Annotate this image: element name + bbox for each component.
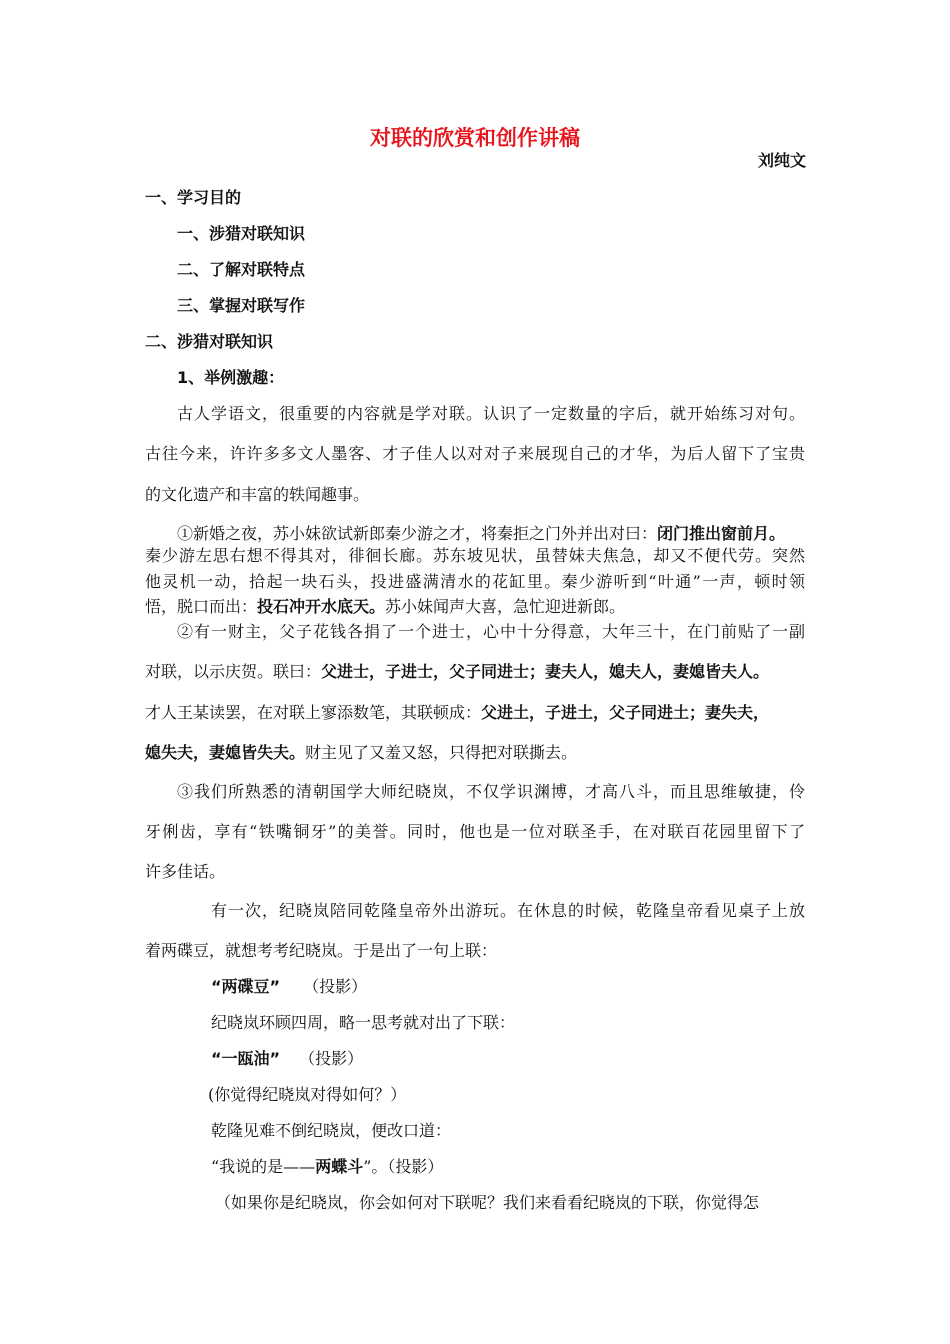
story2-line-4: [145, 742, 577, 764]
story4-line-5: 乾隆见难不倒纪晓岚，便改口道：: [211, 1121, 452, 1140]
quote-prefix: “我说的是——: [211, 1157, 316, 1176]
couplet-original: 父进士，子进士，父子同进士；妻夫人，媳夫人，妻媳皆夫人。: [321, 662, 770, 681]
projection-note: （投影）: [303, 977, 368, 996]
quote-line-1: [211, 976, 367, 998]
couplet-one-pot-oil: “一瓯油”: [211, 1049, 281, 1068]
story2-line-2: [145, 661, 769, 683]
story2-text: 财主见了又羞又怒，只得把对联撕去。: [305, 743, 578, 762]
story1-text: 苏小妹闻声大喜，急忙迎进新郎。: [385, 597, 626, 616]
couplet-two-plates-beans: “两碟豆”: [211, 977, 281, 996]
story4-line-6: （如果你是纪晓岚，你会如何对下联呢？我们来看看纪晓岚的下联，你觉得怎: [215, 1193, 760, 1212]
quote-line-2: [211, 1048, 363, 1070]
story2-line-3: [145, 702, 769, 724]
story3-line-2: 牙俐齿，享有“铁嘴铜牙”的美誉。同时，他也是一位对联圣手，在对联百花园里留下了: [145, 822, 805, 841]
document-title: 对联的欣赏和创作讲稿: [370, 126, 580, 150]
story3-line-3: 许多佳话。: [145, 862, 226, 881]
story1-text: 悟，脱口而出：: [145, 597, 258, 616]
story4-line-1: 有一次，纪晓岚陪同乾隆皇帝外出游玩。在休息的时候，乾隆皇帝看见桌子上放: [211, 901, 805, 920]
story3-line-1: ③我们所熟悉的清朝国学大师纪晓岚，不仅学识渊博，才高八斗，而且思维敏捷，伶: [177, 782, 805, 801]
quote-line-3: [211, 1156, 443, 1178]
story1-line-2: 秦少游左思右想不得其对，徘徊长廊。苏东坡见状，虽替妹夫焦急，却又不便代劳。突然: [145, 546, 805, 565]
goal-item-3: 三、掌握对联写作: [177, 296, 306, 315]
couplet-two-butterflies: 两蝶斗: [315, 1157, 364, 1176]
section-heading-1: 一、学习目的: [145, 188, 242, 207]
story1-line-3: 他灵机一动，拾起一块石头，投进盛满清水的花缸里。秦少游听到“叶通”一声，顿时领: [145, 572, 805, 591]
goal-item-1: 一、涉猎对联知识: [177, 224, 306, 243]
quote-suffix: ”。（投影）: [363, 1157, 444, 1176]
couplet-altered-part2: 媳失夫，妻媳皆失夫。: [145, 743, 306, 762]
couplet-lower-line: 投石冲开水底天。: [257, 597, 386, 616]
section-heading-2: 二、涉猎对联知识: [145, 332, 274, 351]
projection-note: （投影）: [299, 1049, 364, 1068]
story2-text: 对联，以示庆贺。联曰：: [145, 662, 322, 681]
author-name: 刘纯文: [757, 151, 806, 170]
story2-line-1: ②有一财主，父子花钱各捐了一个进士，心中十分得意，大年三十，在门前贴了一副: [177, 622, 805, 641]
story4-line-3: 纪晓岚环顾四周，略一思考就对出了下联：: [211, 1013, 516, 1032]
couplet-altered-part1: 父进土，子进土，父子同进土；妻失夫，: [481, 703, 770, 722]
story2-text: 才人王某读罢，在对联上寥添数笔，其联顿成：: [145, 703, 482, 722]
intro-line-1: 古人学语文，很重要的内容就是学对联。认识了一定数量的字后，就开始练习对句。: [177, 404, 805, 423]
subsection-heading: 1、举例激趣：: [177, 368, 285, 387]
couplet-upper-line: 闭门推出窗前月。: [657, 524, 786, 543]
story4-line-2: 着两碟豆，就想考考纪晓岚。于是出了一句上联：: [145, 941, 498, 960]
intro-line-2: 古往今来，许许多多文人墨客、才子佳人以对对子来展现自己的才华，为后人留下了宝贵: [145, 444, 805, 463]
story1-line-4: [145, 596, 625, 618]
story1-line-1: [177, 523, 785, 545]
story1-text: ①新婚之夜，苏小妹欲试新郎秦少游之才，将秦拒之门外并出对曰：: [177, 524, 658, 543]
goal-item-2: 二、了解对联特点: [177, 260, 306, 279]
story4-question: (你觉得纪晓岚对得如何？）: [208, 1085, 407, 1104]
intro-line-3: 的文化遗产和丰富的轶闻趣事。: [145, 485, 370, 504]
